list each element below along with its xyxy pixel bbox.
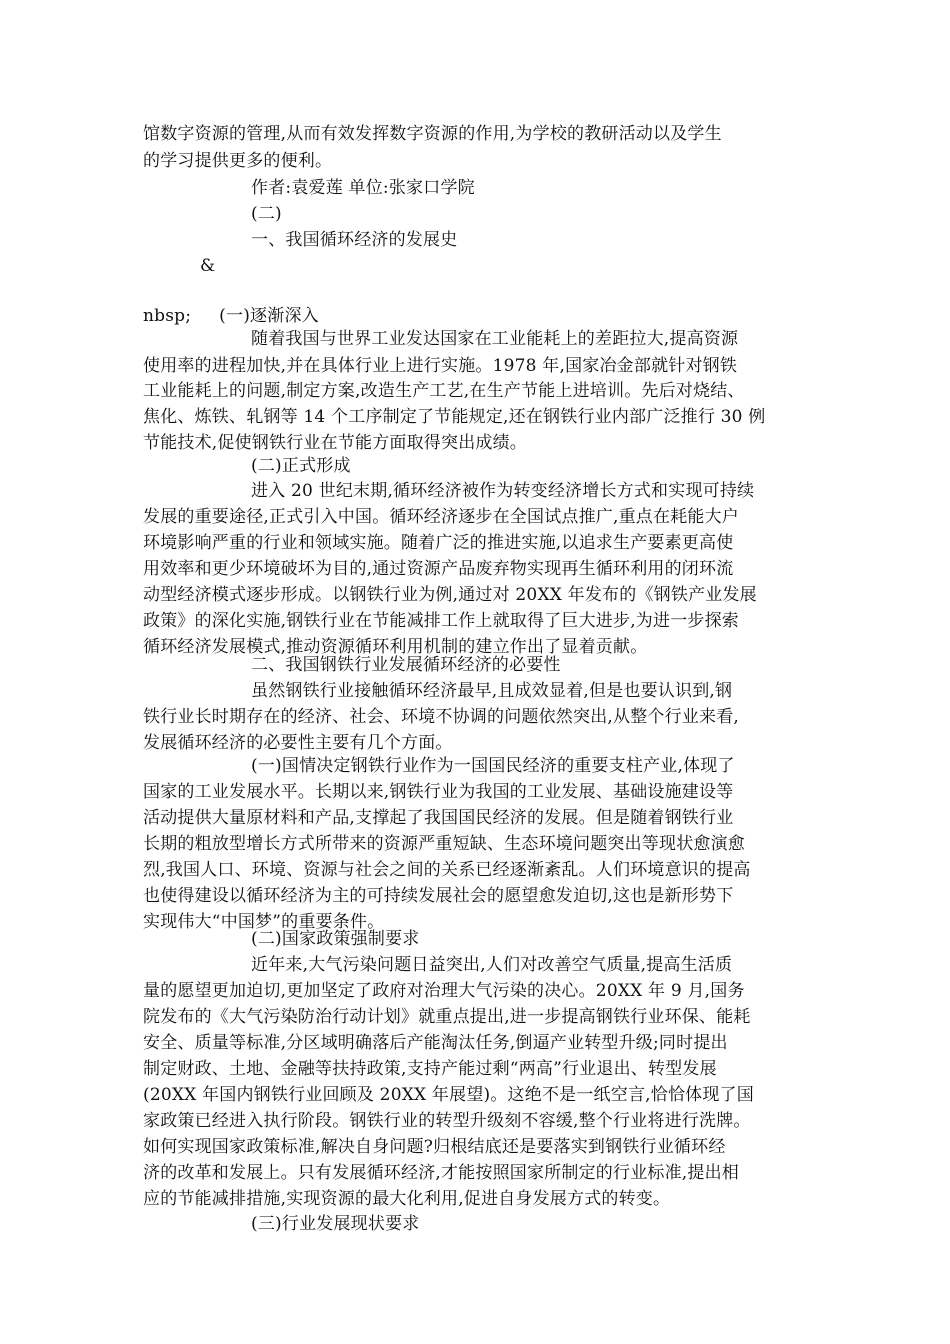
paragraph-line: 随着我国与世界工业发达国家在工业能耗上的差距拉大,提高资源 [251,329,739,349]
subheading-line: nbsp; (一)逐渐深入 [143,306,319,326]
paragraph-line: 济的改革和发展上。只有发展循环经济,才能按照国家所制定的行业标准,提出相 [143,1163,740,1183]
subheading-line: (二)正式形成 [251,456,351,476]
paragraph-line: 发展循环经济的必要性主要有几个方面。 [143,733,453,753]
paragraph-line: 也使得建设以循环经济为主的可持续发展社会的愿望愈发迫切,这也是新形势下 [143,886,734,906]
section-number: (二) [251,204,282,224]
paragraph-line: (一)国情决定钢铁行业作为一国国民经济的重要支柱产业,体现了 [251,756,735,776]
paragraph-line: 政策》的深化实施,钢铁行业在节能减排工作上就取得了巨大进步,为进一步探索 [143,611,740,631]
paragraph-line: 虽然钢铁行业接触循环经济最早,且成效显着,但是也要认识到,钢 [251,681,733,701]
stray-entity-fragment: & [200,256,216,276]
paragraph-line: 烈,我国人口、环境、资源与社会之间的关系已经逐渐紊乱。人们环境意识的提高 [143,860,751,880]
paragraph-line: 焦化、炼铁、轧钢等 14 个工序制定了节能规定,还在钢铁行业内部广泛推行 30 例 [143,407,766,427]
author-line: 作者:袁爱莲 单位:张家口学院 [251,178,475,198]
paragraph-line: 活动提供大量原材料和产品,支撑起了我国国民经济的发展。但是随着钢铁行业 [143,808,734,828]
paragraph-line: (20XX 年国内钢铁行业回顾及 20XX 年展望)。这绝不是一纸空言,恰恰体现了国 [143,1085,754,1105]
paragraph-line: 家政策已经进入执行阶段。钢铁行业的转型升级刻不容缓,整个行业将进行洗牌。 [143,1111,751,1131]
paragraph-line: 使用率的进程加快,并在具体行业上进行实施。1978 年,国家冶金部就针对钢铁 [143,356,738,376]
paragraph-line: 量的愿望更加迫切,更加坚定了政府对治理大气污染的决心。20XX 年 9 月,国务 [143,981,745,1001]
subheading-line: (二)国家政策强制要求 [251,929,420,949]
paragraph-line: 长期的粗放型增长方式所带来的资源严重短缺、生态环境问题突出等现状愈演愈 [143,834,745,854]
subheading-line: (三)行业发展现状要求 [251,1214,420,1234]
paragraph-line: 节能技术,促使钢铁行业在节能方面取得突出成绩。 [143,433,528,453]
paragraph-line: 如何实现国家政策标准,解决自身问题?归根结底还是要落实到钢铁行业循环经 [143,1137,726,1157]
paragraph-line: 的学习提供更多的便利。 [143,151,333,171]
paragraph-line: 工业能耗上的问题,制定方案,改造生产工艺,在生产节能上进培训。先后对烧结、 [143,381,745,401]
paragraph-line: 发展的重要途径,正式引入中国。循环经济逐步在全国试点推广,重点在耗能大户 [143,507,740,527]
heading-2: 二、我国钢铁行业发展循环经济的必要性 [251,655,561,675]
paragraph-line: 国家的工业发展水平。长期以来,钢铁行业为我国的工业发展、基础设施建设等 [143,782,734,802]
paragraph-line: 实现伟大“中国梦”的重要条件。 [143,912,385,932]
paragraph-line: 馆数字资源的管理,从而有效发挥数字资源的作用,为学校的教研活动以及学生 [143,124,722,144]
paragraph-line: 安全、质量等标准,分区域明确落后产能淘汰任务,倒逼产业转型升级;同时提出 [143,1033,728,1053]
paragraph-line: 制定财政、土地、金融等扶持政策,支持产能过剩“两高”行业退出、转型发展 [143,1059,717,1079]
paragraph-line: 近年来,大气污染问题日益突出,人们对改善空气质量,提高生活质 [251,955,733,975]
heading-1: 一、我国循环经济的发展史 [251,230,458,250]
paragraph-line: 铁行业长时期存在的经济、社会、环境不协调的问题依然突出,从整个行业来看, [143,707,740,727]
paragraph-line: 环境影响严重的行业和领域实施。随着广泛的推进实施,以追求生产要素更高使 [143,533,734,553]
paragraph-line: 动型经济模式逐步形成。以钢铁行业为例,通过对 20XX 年发布的《钢铁产业发展 [143,585,757,605]
paragraph-line: 应的节能减排措施,实现资源的最大化利用,促进自身发展方式的转变。 [143,1189,671,1209]
paragraph-line: 用效率和更少环境破坏为目的,通过资源产品废弃物实现再生循环利用的闭环流 [143,559,734,579]
paragraph-line: 进入 20 世纪末期,循环经济被作为转变经济增长方式和实现可持续 [251,481,755,501]
paragraph-line: 循环经济发展模式,推动资源循环利用机制的建立作出了显着贡献。 [143,637,648,657]
paragraph-line: 院发布的《大气污染防治行动计划》就重点提出,进一步提高钢铁行业环保、能耗 [143,1007,751,1027]
